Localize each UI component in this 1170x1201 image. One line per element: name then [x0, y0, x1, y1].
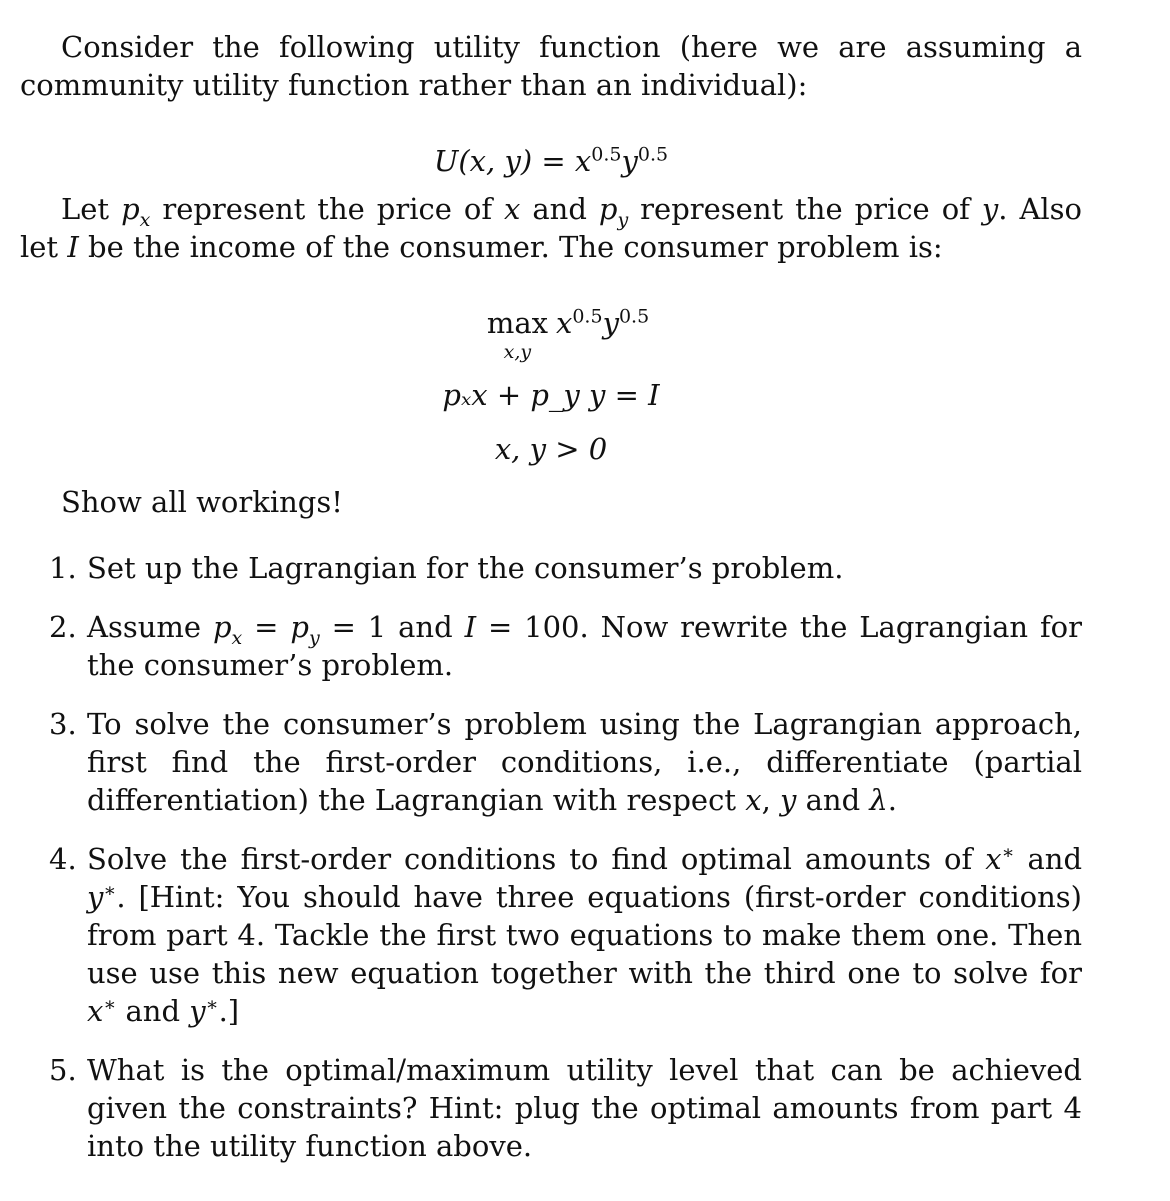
objective-expression — [556, 304, 649, 342]
price-x-symbol: p — [212, 610, 232, 644]
question-text: = — [242, 610, 291, 644]
optimal-star: ∗ — [103, 879, 117, 902]
utility-equation — [20, 142, 1082, 180]
question-5 — [20, 1051, 1082, 1165]
question-text: . — [887, 783, 897, 817]
question-text: Set up the Lagrangian for the consumer’s problem. — [87, 551, 844, 585]
var-x: x — [87, 994, 104, 1028]
price-y-symbol: p — [290, 610, 309, 644]
var-lambda: λ — [869, 783, 888, 817]
question-3 — [20, 705, 1082, 819]
question-text: .] — [218, 994, 240, 1028]
prices-text-5: . Also let — [20, 192, 1083, 264]
objective-x-exponent: 0.5 — [572, 305, 603, 328]
question-text: = 100. Now rewrite the Lagrangian for the consumer’s problem. — [87, 610, 1082, 682]
question-1 — [20, 549, 1082, 587]
question-text: = 1 and — [319, 610, 465, 644]
prices-text-3: and — [520, 192, 599, 226]
question-number: 2. — [49, 610, 77, 644]
price-y-subscript: y — [617, 208, 629, 231]
budget-constraint: pₓx + p_y y = I — [442, 378, 660, 412]
utility-equals: = — [541, 144, 566, 178]
question-4 — [20, 840, 1082, 1030]
prices-text-4: represent the price of — [628, 192, 982, 226]
question-text: . [Hint: You should have three equations (first-order conditions) from part 4. Tackle the first two equations to make them one. Then use use this new equation together with the third one to solve for — [87, 880, 1082, 990]
utility-y-exponent: 0.5 — [637, 143, 669, 166]
question-text: Solve the first-order conditions to find optimal amounts of — [87, 842, 986, 876]
var-y: y — [780, 783, 797, 817]
positivity-constraint: x, y > 0 — [494, 432, 608, 466]
var-income: I — [464, 610, 477, 644]
question-text: To solve the consumer’s problem using the Lagrangian approach, first find the first-order conditions, i.e., differentiate (partial differentiation) the Lagrangian with respect — [87, 707, 1082, 817]
question-number: 4. — [49, 842, 77, 876]
question-text: and — [1014, 842, 1083, 876]
utility-lhs: U(x, y) — [433, 144, 533, 178]
max-label: max — [486, 306, 548, 340]
optimal-star: ∗ — [205, 993, 219, 1016]
question-list — [20, 549, 1082, 1165]
optimal-star: ∗ — [103, 993, 117, 1016]
price-x-subscript: x — [139, 208, 151, 231]
objective-y: y — [602, 306, 619, 340]
price-y-symbol: p — [598, 192, 618, 226]
optimal-star: ∗ — [1001, 841, 1015, 864]
question-text: and — [116, 994, 190, 1028]
var-x: x — [504, 192, 521, 226]
prices-text-1: Let — [61, 192, 122, 226]
question-text: Assume — [87, 610, 213, 644]
prices-paragraph — [20, 190, 1082, 266]
utility-y: y — [621, 144, 638, 178]
question-text: and — [796, 783, 870, 817]
objective-x: x — [555, 306, 573, 340]
var-y: y — [189, 994, 206, 1028]
max-operator — [487, 304, 548, 362]
price-x-subscript: x — [231, 626, 243, 649]
var-income: I — [67, 230, 79, 264]
var-x: x — [745, 783, 762, 817]
utility-x-exponent: 0.5 — [591, 143, 622, 166]
price-x-symbol: p — [121, 192, 140, 226]
question-2 — [20, 608, 1082, 684]
document — [20, 28, 1082, 1186]
max-subscript: x,y — [503, 341, 532, 363]
utility-x: x — [574, 144, 592, 178]
question-number: 5. — [49, 1053, 77, 1087]
question-text: , — [761, 783, 780, 817]
var-x: x — [985, 842, 1002, 876]
objective-row — [487, 304, 649, 362]
intro-paragraph: Consider the following utility function (here we are assuming a community utility function rather than an individual): — [20, 30, 1082, 102]
question-number: 1. — [49, 551, 77, 585]
prices-text-6: be the income of the consumer. The consumer problem is: — [78, 230, 943, 264]
consumer-problem — [20, 304, 1082, 468]
prices-text-2: represent the price of — [150, 192, 505, 226]
price-y-subscript: y — [308, 626, 320, 649]
objective-y-exponent: 0.5 — [618, 305, 650, 328]
var-y: y — [87, 880, 104, 914]
var-y: y — [981, 192, 999, 226]
question-number: 3. — [49, 707, 77, 741]
question-text: What is the optimal/maximum utility level that can be achieved given the constraints? Hint: plug the optimal amounts from part 4 into the utility function above. — [87, 1053, 1082, 1163]
show-workings: Show all workings! — [61, 485, 343, 519]
